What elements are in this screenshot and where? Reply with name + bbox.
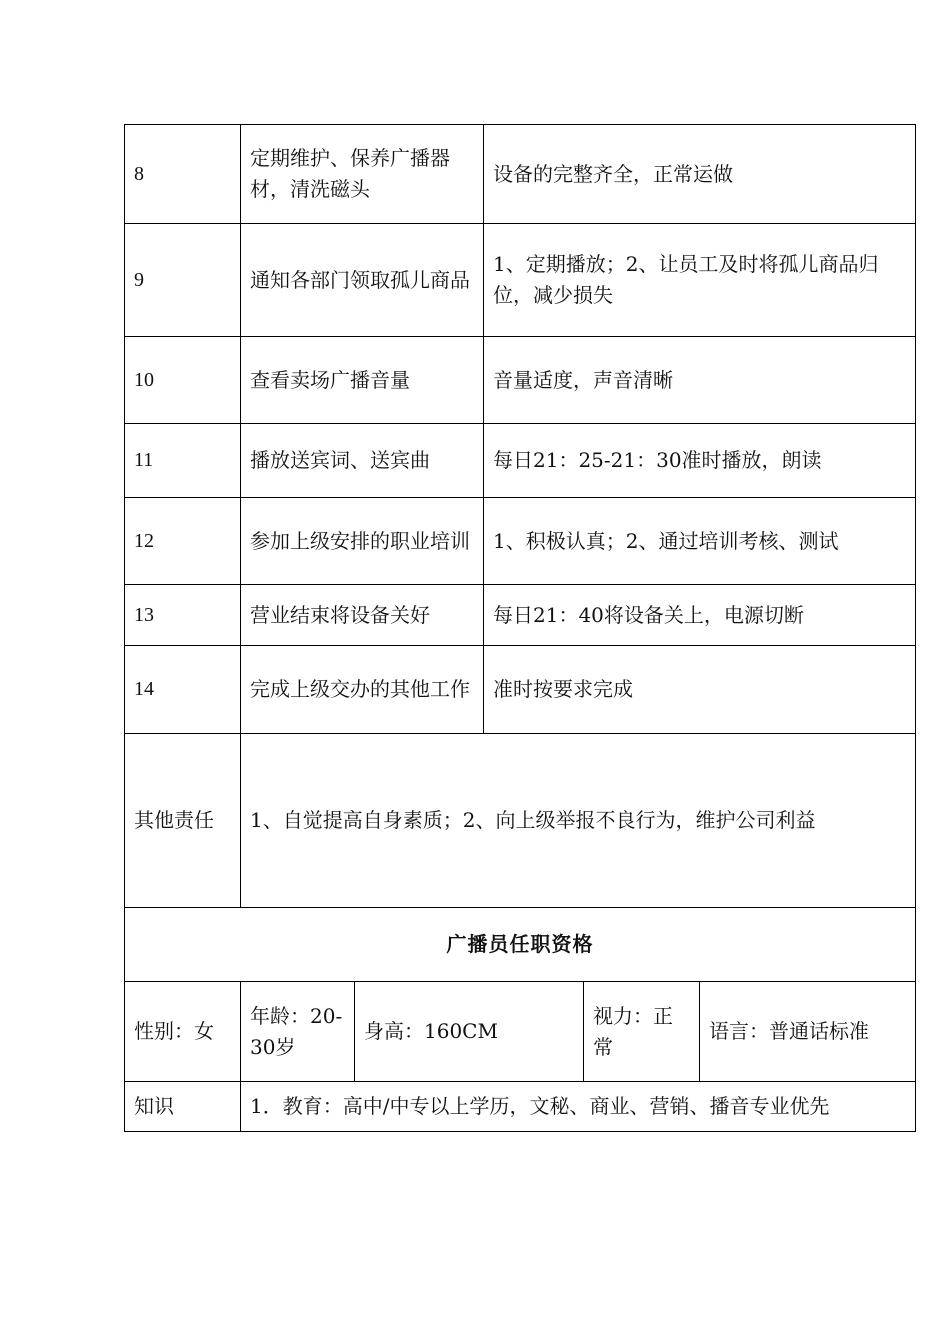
duty-row [125,498,916,585]
duty-task: 参加上级安排的职业培训 [241,498,484,585]
age-field: 年龄：20-30岁 [241,982,355,1082]
duty-row [125,125,916,224]
qualification-title: 广播员任职资格 [125,908,916,982]
duty-task: 查看卖场广播音量 [241,337,484,424]
knowledge-row [125,1082,916,1132]
gender-field: 性别：女 [125,982,241,1082]
job-description-table [124,124,916,1132]
knowledge-label: 知识 [125,1082,241,1132]
duty-task: 营业结束将设备关好 [241,585,484,646]
duty-standard: 准时按要求完成 [484,646,916,734]
duty-standard: 音量适度，声音清晰 [484,337,916,424]
duty-number: 11 [125,424,241,498]
duty-task: 通知各部门领取孤儿商品 [241,224,484,337]
duty-standard: 1、积极认真；2、通过培训考核、测试 [484,498,916,585]
duty-number: 10 [125,337,241,424]
duty-number: 13 [125,585,241,646]
other-duties-label: 其他责任 [125,734,241,908]
duty-task: 定期维护、保养广播器材，清洗磁头 [241,125,484,224]
qualification-title-row [125,908,916,982]
language-field: 语言：普通话标准 [700,982,916,1082]
duty-task: 播放送宾词、送宾曲 [241,424,484,498]
vision-field: 视力：正常 [584,982,700,1082]
duty-standard: 设备的完整齐全，正常运做 [484,125,916,224]
duty-row [125,585,916,646]
duty-number: 14 [125,646,241,734]
duty-standard: 每日21：40将设备关上，电源切断 [484,585,916,646]
other-duties-row [125,734,916,908]
duty-task: 完成上级交办的其他工作 [241,646,484,734]
other-duties-content: 1、自觉提高自身素质；2、向上级举报不良行为，维护公司利益 [241,734,916,908]
duty-number: 12 [125,498,241,585]
duty-row [125,646,916,734]
duty-standard: 1、定期播放；2、让员工及时将孤儿商品归位，减少损失 [484,224,916,337]
duty-row [125,337,916,424]
knowledge-content: 1．教育：高中/中专以上学历，文秘、商业、营销、播音专业优先 [241,1082,916,1132]
duty-row [125,424,916,498]
qualification-row [125,982,916,1082]
duty-number: 9 [125,224,241,337]
duty-number: 8 [125,125,241,224]
duty-standard: 每日21：25-21：30准时播放，朗读 [484,424,916,498]
duty-row [125,224,916,337]
height-field: 身高：160CM [355,982,584,1082]
